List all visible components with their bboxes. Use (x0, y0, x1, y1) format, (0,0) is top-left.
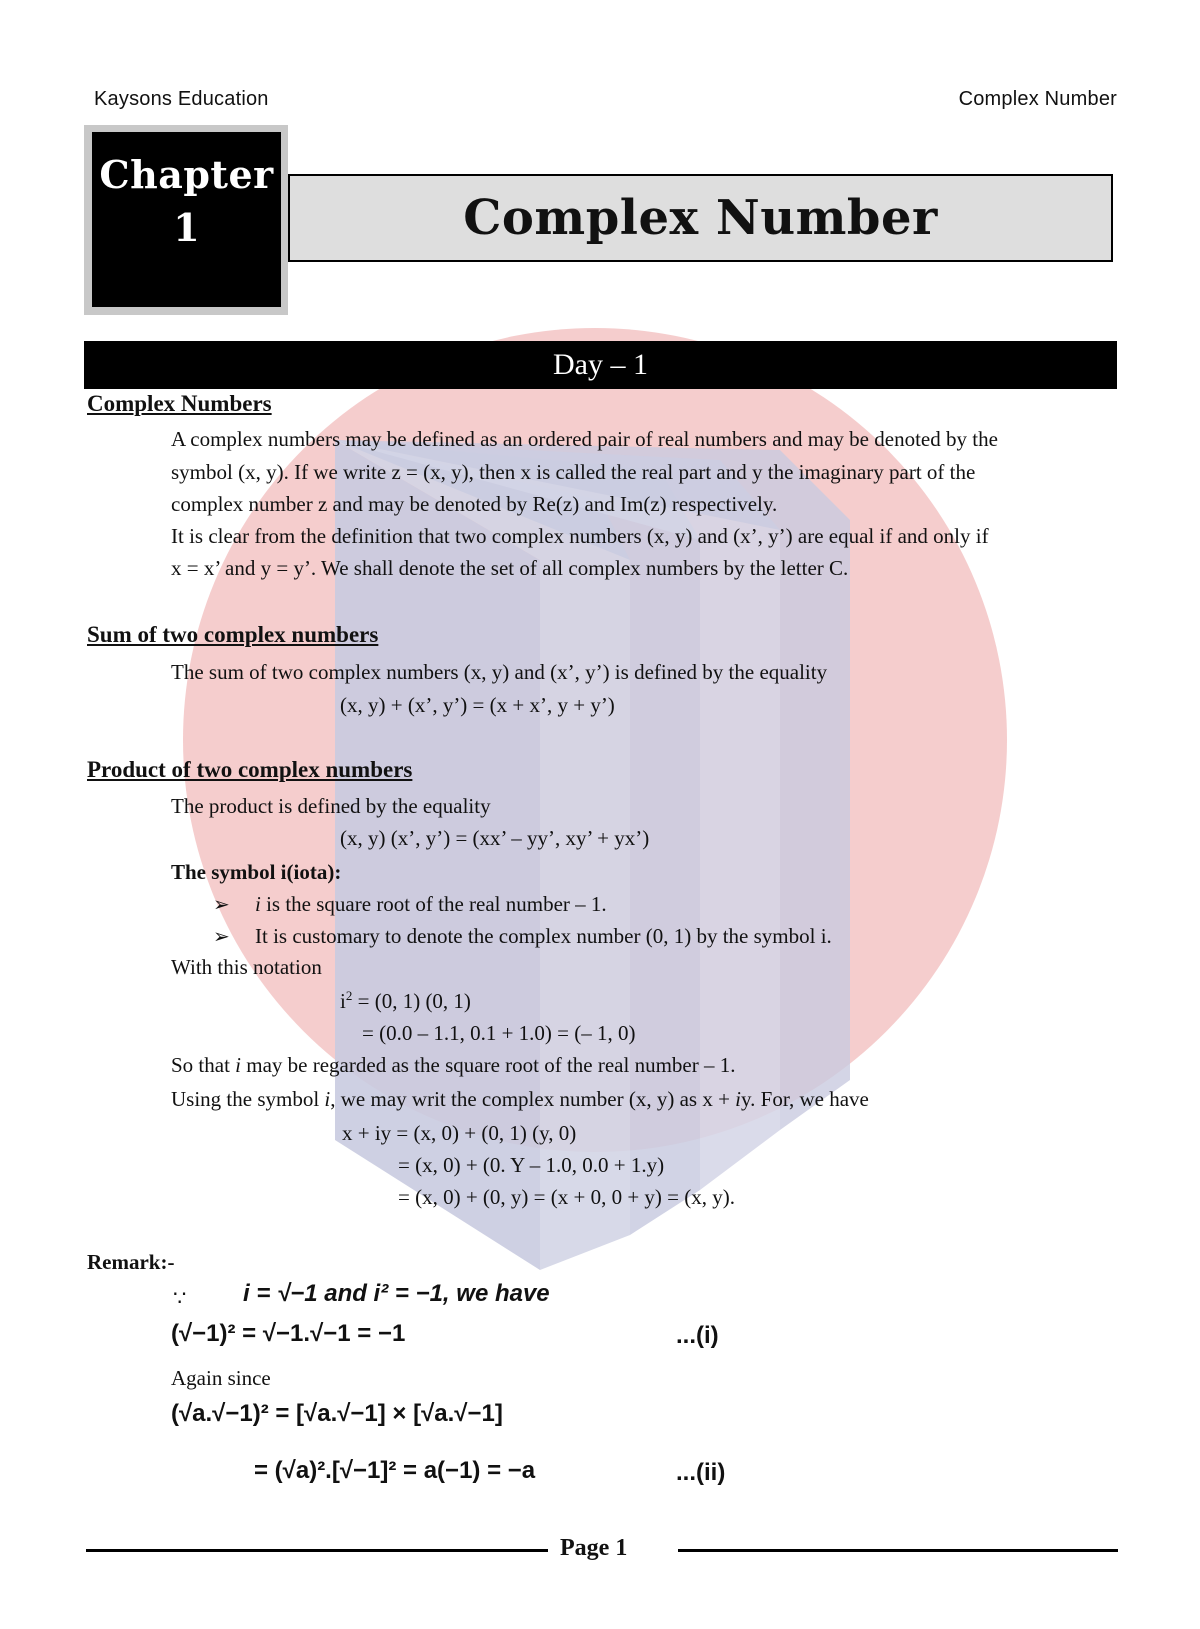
bullet-arrow-icon: ➢ (213, 894, 230, 916)
day-banner: Day – 1 (84, 341, 1117, 389)
equation: = (x, 0) + (0, y) = (x + 0, 0 + y) = (x, y). (398, 1185, 736, 1209)
footer-rule-left (86, 1549, 548, 1552)
paragraph-line: complex number z and may be denoted by Re(z) and Im(z) respectively. (171, 492, 778, 516)
section-heading-sum: Sum of two complex numbers (87, 622, 379, 647)
header-left-text: Kaysons Education (94, 88, 269, 110)
equation: = (0.0 – 1.1, 0.1 + 1.0) = (– 1, 0) (362, 1021, 636, 1045)
paragraph-line: x = x’ and y = y’. We shall denote the set of all complex numbers by the letter C. (171, 556, 849, 580)
bullet-arrow-icon: ➢ (213, 926, 230, 948)
paragraph-line: So that i may be regarded as the square root of the real number – 1. (171, 1053, 736, 1077)
equation: = (√a)².[√−1]² = a(−1) = −a (254, 1457, 536, 1484)
equation: x + iy = (x, 0) + (0, 1) (y, 0) (342, 1121, 577, 1145)
footer-rule-right (678, 1549, 1118, 1552)
subheading-iota: The symbol i(iota): (171, 860, 342, 884)
section-heading-product: Product of two complex numbers (87, 757, 413, 782)
paragraph-line: With this notation (171, 955, 322, 979)
equation: (x, y) + (x’, y’) = (x + x’, y + y’) (340, 693, 615, 717)
paragraph-line: The product is defined by the equality (171, 794, 491, 818)
bullet-item: i is the square root of the real number – 1. (255, 892, 607, 916)
equation: $i^2 = (0$, 1) (0, 1) (340, 988, 471, 1013)
header-right-text: Complex Number (958, 88, 1117, 110)
title-bar (288, 174, 1113, 262)
page-number: Page 1 (560, 1535, 628, 1561)
chapter-box (92, 132, 281, 307)
equation: = (x, 0) + (0. Y – 1.0, 0.0 + 1.y) (398, 1153, 665, 1177)
equation: i = √−1 and i² = −1, we have (243, 1280, 550, 1307)
remark-heading: Remark:- (87, 1250, 175, 1274)
paragraph-line: It is clear from the definition that two complex numbers (x, y) and (x’, y’) are equal if and only if (171, 524, 989, 548)
chapter-label: Chapter (99, 152, 274, 197)
paragraph-line: symbol (x, y). If we write z = (x, y), then x is called the real part and y the imaginary part of the (171, 460, 976, 484)
equation: (√−1)² = √−1.√−1 = −1 (171, 1320, 406, 1347)
paragraph-line: The sum of two complex numbers (x, y) and (x’, y’) is defined by the equality (171, 660, 828, 684)
equation-tag: ...(ii) (676, 1459, 726, 1486)
since-symbol: ∵ (173, 1286, 187, 1310)
paragraph-line: Again since (171, 1366, 271, 1390)
paragraph-line: A complex numbers may be defined as an ordered pair of real numbers and may be denoted by the (171, 427, 998, 451)
bullet-item: It is customary to denote the complex number (0, 1) by the symbol i. (255, 924, 832, 948)
equation: (x, y) (x’, y’) = (xx’ – yy’, xy’ + yx’) (340, 826, 650, 850)
equation-tag: ...(i) (676, 1322, 719, 1349)
chapter-number: 1 (173, 205, 200, 250)
page-title: Complex Number (463, 190, 938, 246)
equation: (√a.√−1)² = [√a.√−1] × [√a.√−1] (171, 1400, 503, 1427)
section-heading-complex-numbers: Complex Numbers (87, 391, 272, 416)
paragraph-line: Using the symbol i, we may writ the complex number (x, y) as x + iy. For, we have (171, 1087, 869, 1111)
